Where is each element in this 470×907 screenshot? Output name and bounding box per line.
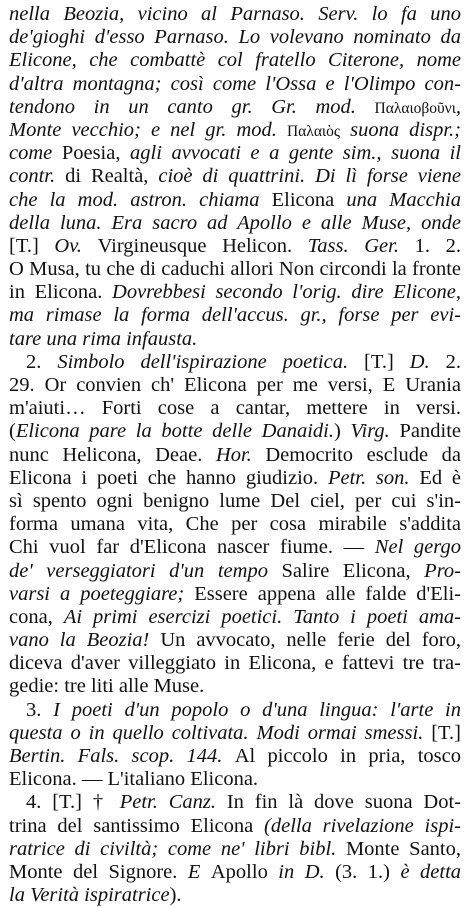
text-line [9, 73, 461, 96]
text-segment: agli avvocati e a gente sim., suona il [130, 142, 461, 165]
text-segment: [T.] [431, 721, 461, 744]
text-segment: Petr. son. [327, 466, 420, 489]
text-segment: una Macchia [346, 188, 461, 211]
text-segment: suona dispr.; [340, 118, 461, 141]
text-segment: Tass. Ger. [307, 234, 415, 257]
text-segment: trina del santissimo Elicona [9, 814, 265, 837]
text-line [9, 258, 461, 281]
text-line [9, 3, 461, 26]
text-line [9, 560, 461, 583]
text-segment: tare una rima infausta. [9, 327, 198, 350]
text-segment: Virg. [350, 420, 400, 443]
text-segment: Chi vuol far d'Elicona nascer fiume. — [9, 536, 375, 559]
text-segment: 1. 2. [414, 234, 461, 257]
text-segment: ). [169, 884, 182, 907]
text-segment: Realtà, [90, 165, 159, 188]
text-segment: nunc Helicona, Deae. [9, 443, 216, 466]
text-segment: in Elicona. [9, 281, 113, 304]
text-line [9, 722, 461, 745]
text-segment: ma rimase la forma dell'accus. gr., forse per evi- [9, 304, 461, 327]
text-segment: diceva d'aver villeggiato in Elicona, e fattevi tre tra- [9, 652, 461, 675]
text-segment: Al piccolo in pria, tosco [234, 745, 461, 767]
text-line [9, 629, 461, 652]
text-segment: Pandite [399, 420, 461, 443]
text-line [9, 467, 461, 490]
text-line [9, 142, 461, 165]
text-segment: Elicona. — L'italiano Elicona. [9, 768, 259, 791]
text-segment: [T.] [364, 350, 410, 373]
text-segment: 2. [26, 350, 58, 373]
text-line [9, 304, 461, 327]
text-line [9, 420, 461, 443]
text-line [9, 119, 461, 142]
text-segment: 3. [26, 698, 54, 721]
text-segment: Bertin. Fals. scop. 144. [9, 745, 235, 767]
text-segment: Dovrebbesi secondo l'orig. dire Elicone, [112, 281, 461, 304]
text-segment: nella Beozia, vicino al Parnaso. Serv. lo fa uno [9, 3, 461, 25]
text-segment: Elicona i poeti che hanno giudizio. [9, 466, 328, 489]
text-line [9, 235, 461, 258]
text-segment: Virgineusque Helicon. [97, 234, 308, 257]
text-segment: Essere appena alle falde d'Eli- [194, 582, 461, 605]
text-segment: D. [409, 350, 446, 373]
text-line [9, 838, 461, 861]
text-line [9, 490, 461, 513]
text-segment: Monte del Signore. [9, 860, 188, 883]
text-segment: E [187, 860, 211, 883]
text-segment: è detta [400, 860, 461, 883]
text-line [9, 513, 461, 536]
text-segment: ratrice di civiltà; come ne' libri bibl. [9, 837, 346, 860]
text-line [9, 444, 461, 467]
text-segment: m'aiuti… Forti cose a cantar, mettere in versi. [9, 397, 461, 420]
text-line [9, 675, 461, 698]
text-segment: In fin là dove suona Dot- [226, 791, 461, 814]
text-line [9, 606, 461, 629]
text-segment: 4. [T.] † [26, 791, 120, 814]
text-segment: sì spento ogni benigno lume Del ciel, per cui s'in- [9, 489, 461, 512]
text-segment: gedie: tre liti alle Muse. [9, 675, 205, 698]
text-segment: questa o in quello coltivata. Modi ormai smessi. [9, 721, 432, 744]
text-segment: Monte vecchio; e nel gr. mod. [9, 118, 287, 141]
text-segment: Elicona pare la botte delle Danaidi. [15, 420, 334, 443]
text-line [9, 745, 461, 768]
text-segment: contr. [9, 165, 66, 188]
text-segment: Salire Elicona, [281, 559, 425, 582]
text-segment: Ov. [54, 234, 98, 257]
text-line [9, 189, 461, 212]
text-segment: Pro- [424, 559, 461, 582]
text-line [9, 351, 461, 374]
text-line [9, 212, 461, 235]
text-segment: I poeti d'un popolo o d'una lingua: l'arte in [53, 698, 461, 721]
text-line [9, 96, 461, 119]
text-line [9, 165, 461, 188]
text-segment: la Verità ispiratrice [9, 884, 170, 907]
text-segment: della luna. Era sacro ad Apollo e alle Muse, onde [9, 211, 461, 234]
text-segment: che la mod. astron. chiama [9, 188, 272, 211]
text-line [9, 861, 461, 884]
text-segment: Ai primi esercizi poetici. Tanto i poeti ama- [63, 605, 461, 628]
text-line [9, 699, 461, 722]
text-segment: Apollo [210, 860, 279, 883]
text-segment: 2. [445, 350, 461, 373]
greek-word: Παλαιοβοῦνι [374, 99, 456, 117]
text-segment: , [455, 95, 461, 118]
text-segment: ) [333, 420, 351, 443]
text-segment: Un avvocato, nelle ferie del foro, [160, 629, 461, 652]
text-segment: in D. [278, 860, 336, 883]
text-segment: [T.] [9, 234, 55, 257]
text-segment: varsi a poeteggiare; [9, 582, 195, 605]
text-segment: cioè di quattrini. Di lì forse viene [158, 165, 461, 188]
greek-word: Παλαιὸς [286, 122, 340, 140]
text-segment: d'altra montagna; così come l'Ossa e l'Olimpo con- [9, 72, 461, 95]
text-line [9, 652, 461, 675]
text-line [9, 328, 461, 351]
text-segment: Democrito esclude da [265, 443, 461, 466]
text-segment: 29. Or convien ch' Elicona per me versi, E Urania [9, 374, 461, 396]
text-line [9, 281, 461, 304]
text-segment: Elicona [271, 188, 347, 211]
text-segment: O Musa, tu che di caduchi allori Non circondi la fronte [9, 258, 461, 281]
text-segment: forma umana vita, Che per cosa mirabile s'addita [9, 513, 461, 536]
text-line [9, 791, 461, 814]
text-segment: Simbolo dell'ispirazione poetica. [57, 350, 365, 373]
text-segment: cona, [9, 605, 64, 628]
text-segment: (della rivelazione ispi- [264, 814, 461, 837]
text-segment: Petr. Canz. [119, 791, 227, 814]
text-segment: de' verseggiatori d'un tempo [9, 559, 282, 582]
text-line [9, 884, 461, 907]
text-segment: tendono in un canto gr. Gr. mod. [9, 95, 375, 118]
text-segment: Poesia, [61, 142, 131, 165]
text-segment: ( [9, 420, 16, 443]
text-line [9, 374, 461, 397]
text-segment: Nel gergo [374, 536, 461, 559]
text-line [9, 397, 461, 420]
text-line [9, 49, 461, 72]
text-segment: Hor. [215, 443, 266, 466]
text-segment: come [9, 142, 62, 165]
text-line [9, 26, 461, 49]
text-segment: vano la Beozia! [9, 629, 161, 652]
text-segment: Ed è [419, 466, 461, 489]
text-segment: Monte Santo, [345, 837, 461, 860]
text-segment: di [65, 165, 91, 188]
text-line [9, 815, 461, 838]
text-segment: de'gioghi d'esso Parnaso. Lo volevano nominato da [9, 26, 461, 49]
text-line [9, 583, 461, 606]
text-segment: (3. 1.) [335, 860, 401, 883]
text-segment: Elicone, che combattè col fratello Citerone, nome [9, 49, 461, 72]
text-line [9, 768, 461, 791]
text-line [9, 536, 461, 559]
